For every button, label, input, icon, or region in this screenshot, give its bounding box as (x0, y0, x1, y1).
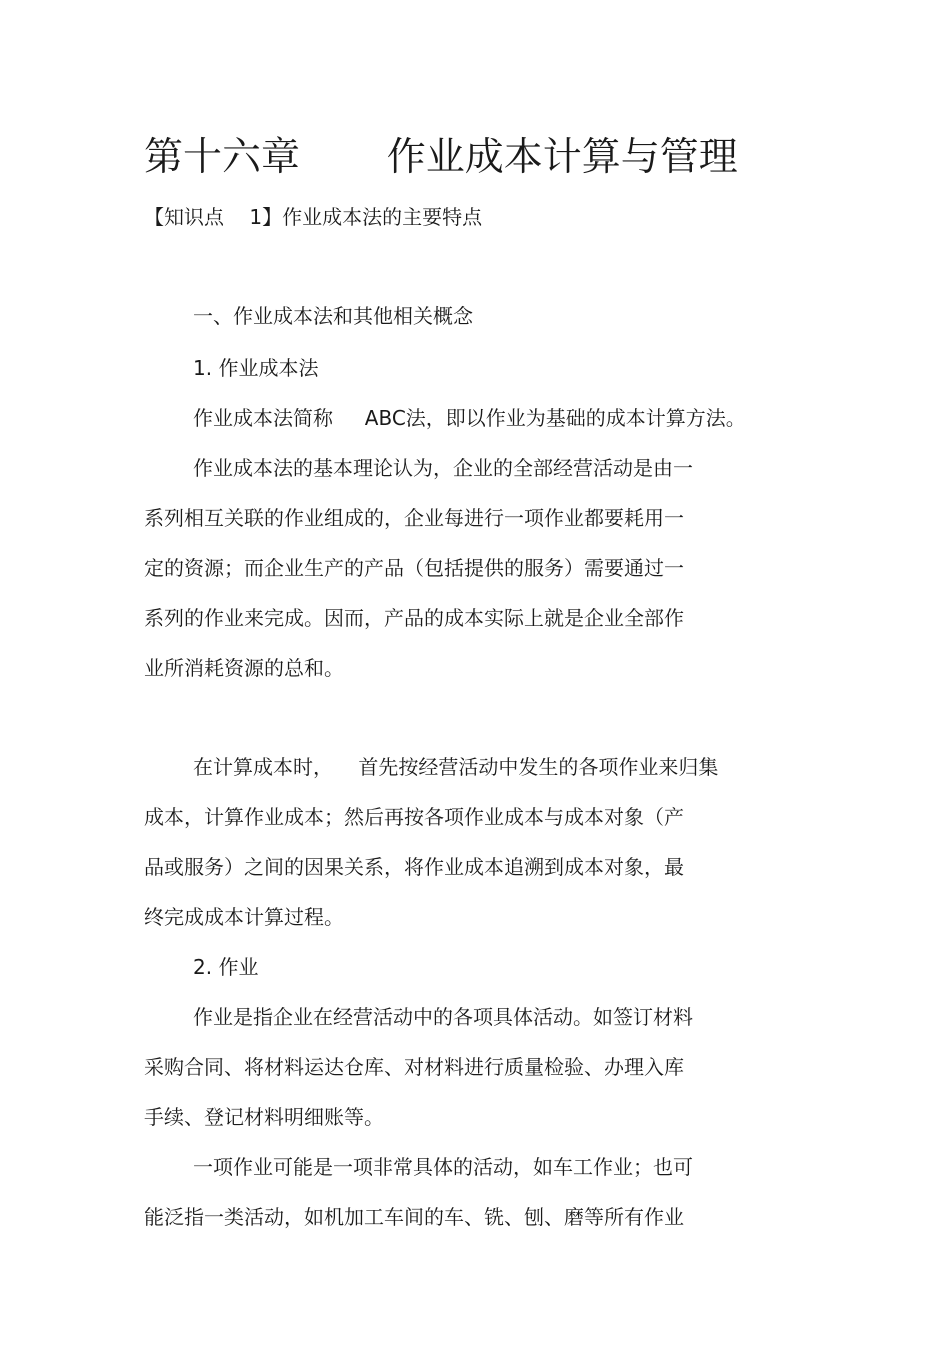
paragraph-line: 品或服务）之间的因果关系，将作业成本追溯到成本对象，最 (144, 855, 684, 879)
paragraph-line: 一项作业可能是一项非常具体的活动，如车工作业；也可 (193, 1155, 693, 1179)
paragraph-line: 业所消耗资源的总和。 (144, 656, 344, 680)
subsection-heading-abc: 1. 作业成本法 (193, 356, 319, 380)
paragraph-line: 成本，计算作业成本；然后再按各项作业成本与成本对象（产 (144, 805, 684, 829)
paragraph-line: 能泛指一类活动，如机加工车间的车、铣、刨、磨等所有作业 (144, 1205, 684, 1229)
paragraph-line: 采购合同、将材料运达仓库、对材料进行质量检验、办理入库 (144, 1055, 684, 1079)
paragraph-line: 终完成成本计算过程。 (144, 905, 344, 929)
paragraph-line: 手续、登记材料明细账等。 (144, 1105, 384, 1129)
paragraph-line: 作业成本法简称 ABC法，即以作业为基础的成本计算方法。 (193, 406, 746, 430)
subsection-heading-activity: 2. 作业 (193, 955, 259, 979)
section-heading: 一、作业成本法和其他相关概念 (193, 304, 473, 328)
paragraph-line: 系列相互关联的作业组成的，企业每进行一项作业都要耗用一 (144, 506, 684, 530)
knowledge-point-heading: 【知识点 1】作业成本法的主要特点 (144, 205, 483, 229)
paragraph-line: 定的资源；而企业生产的产品（包括提供的服务）需要通过一 (144, 556, 684, 580)
paragraph-line: 在计算成本时， 首先按经营活动中发生的各项作业来归集 (193, 755, 719, 779)
paragraph-line: 作业成本法的基本理论认为，企业的全部经营活动是由一 (193, 456, 693, 480)
paragraph-line: 系列的作业来完成。因而，产品的成本实际上就是企业全部作 (144, 606, 684, 630)
chapter-title: 第十六章 作业成本计算与管理 (144, 135, 738, 180)
paragraph-line: 作业是指企业在经营活动中的各项具体活动。如签订材料 (193, 1005, 693, 1029)
